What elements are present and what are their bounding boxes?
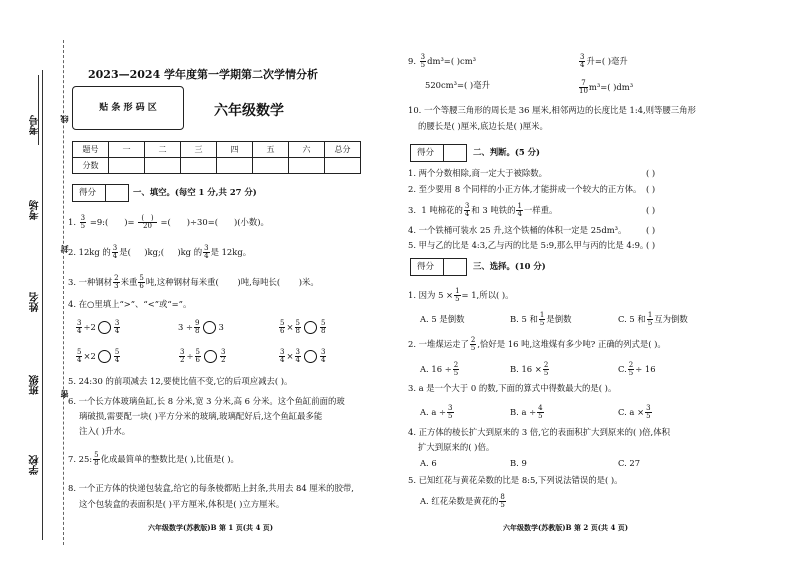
score-row-label: 分数 xyxy=(73,158,109,174)
score-table xyxy=(72,141,361,174)
score-header: 一 xyxy=(109,142,145,158)
label-xuexiao: 学校 xyxy=(30,455,41,475)
q6-line1: 6. 一个长方体玻璃鱼缸,长 8 分米,宽 3 分米,高 6 分米。这个鱼缸前面的玻 xyxy=(68,396,345,406)
q6-line2: 璃破损,需要配一块( )平方分米的玻璃,玻璃配好后,这个鱼缸最多能 xyxy=(79,411,323,421)
q6-line3: 注入( )升水。 xyxy=(79,426,131,436)
answer-circle[interactable] xyxy=(98,321,111,334)
q10-line2: 的腰长是( )厘米,底边长是( )厘米。 xyxy=(418,121,548,131)
answer-circle[interactable] xyxy=(98,350,111,363)
q4-item: $\frac{3}{2}$ ÷ $\frac{5}{6}$ $\frac{3}{2}$ xyxy=(180,348,226,364)
answer-circle[interactable] xyxy=(203,321,216,334)
exam-title: 2023—2024 学年度第一学期第二次学情分析 xyxy=(88,68,319,81)
label-banji: 班级 xyxy=(30,375,41,395)
score-box-label: 得分 xyxy=(411,259,444,275)
judge-5-mark[interactable]: ( ) xyxy=(646,240,656,250)
q4-item: $\frac{5}{4}$ ×2 $\frac{5}{4}$ xyxy=(77,348,120,364)
section1-title: 一、填空。(每空 1 分,共 27 分) xyxy=(133,187,257,197)
judge-4-mark[interactable]: ( ) xyxy=(646,225,656,235)
choice-1-A[interactable]: A. 5 是倒数 xyxy=(420,314,465,324)
choice-3-A[interactable]: A. a ÷ $\frac{3}{5}$ xyxy=(420,404,453,420)
judge-1-mark[interactable]: ( ) xyxy=(646,168,656,178)
barcode-label: 贴 条 形 码 区 xyxy=(99,103,157,113)
section3-score-box xyxy=(410,258,467,276)
answer-circle[interactable] xyxy=(304,350,317,363)
score-cell[interactable] xyxy=(289,158,325,174)
score-box-label: 得分 xyxy=(73,185,106,201)
section2-title: 二、判断。(5 分) xyxy=(473,147,540,157)
page-footer-1: 六年级数学(苏教版)B 第 1 页(共 4 页) xyxy=(148,523,274,532)
q4: 4. 在○里填上“>”、“<”或“=”。 xyxy=(68,299,192,309)
q1: 1. $\frac{3}{5}$ =9:( )= $\frac{( )}{20}$ =( )÷30=( )(小数)。 xyxy=(68,214,269,230)
score-header: 三 xyxy=(181,142,217,158)
score-header: 四 xyxy=(217,142,253,158)
page-footer-2: 六年级数学(苏教版)B 第 2 页(共 4 页) xyxy=(503,523,629,532)
q9-b: $\frac{3}{4}$ 升=( )毫升 xyxy=(580,53,628,69)
subject-title: 六年级数学 xyxy=(214,103,284,119)
q10-line1: 10. 一个等腰三角形的周长是 36 厘米,相邻两边的长度比是 1:4,则等腰三角形 xyxy=(408,105,696,115)
label-kaohao: 考号 xyxy=(30,115,41,135)
choice-3-B[interactable]: B. a ÷ $\frac{4}{5}$ xyxy=(510,404,543,420)
q4-item: 3 ÷ $\frac{9}{8}$ 3 xyxy=(178,319,224,335)
choice-4-line1: 4. 正方体的棱长扩大到原来的 3 倍,它的表面积扩大到原来的( )倍,体积 xyxy=(408,427,670,437)
seal-feng: 封 xyxy=(59,245,69,253)
label-xingming: 姓名 xyxy=(30,292,41,312)
judge-2-mark[interactable]: ( ) xyxy=(646,184,656,194)
section2-score-box xyxy=(410,144,467,162)
choice-3-C[interactable]: C. a × $\frac{3}{5}$ xyxy=(618,404,651,420)
seal-mi: 密 xyxy=(59,390,69,398)
q9-a: 9. $\frac{3}{5}$ dm³=( )cm³ xyxy=(408,53,477,69)
q4-item: $\frac{3}{4}$ × $\frac{3}{4}$ $\frac{3}{4}$ xyxy=(280,348,326,364)
choice-4-A[interactable]: A. 6 xyxy=(420,458,437,468)
label-kaochang: 考场 xyxy=(30,200,41,220)
judge-4: 4. 一个铁桶可装水 25 升,这个铁桶的体积一定是 25dm³。 xyxy=(408,225,627,235)
score-box-label: 得分 xyxy=(411,145,444,161)
q7: 7. 25: $\frac{5}{8}$ 化成最简单的整数比是( ),比值是( )。 xyxy=(68,451,239,467)
choice-5-A[interactable]: A. 红花朵数是黄花的 $\frac{8}{5}$ xyxy=(420,493,505,509)
score-cell[interactable] xyxy=(181,158,217,174)
q8-line1: 8. 一个正方体的快递包装盒,给它的每条棱都贴上封条,共用去 84 厘米的胶带, xyxy=(68,483,354,493)
section1-score-box xyxy=(72,184,129,202)
score-cell[interactable] xyxy=(253,158,289,174)
choice-3: 3. a 是一个大于 0 的数,下面的算式中得数最大的是( )。 xyxy=(408,383,617,393)
score-header: 二 xyxy=(145,142,181,158)
score-cell[interactable] xyxy=(325,158,361,174)
choice-2: 2. 一堆煤运走了 $\frac{2}{5}$ ,恰好是 16 吨,这堆煤有多少吨? 正确的列式是( )。 xyxy=(408,336,666,352)
score-cell[interactable] xyxy=(109,158,145,174)
judge-3: 3. 1 吨棉花的 $\frac{3}{4}$ 和 3 吨铁的 $\frac{1}{4}$ 一样重。 xyxy=(408,202,558,218)
score-header: 题号 xyxy=(73,142,109,158)
answer-circle[interactable] xyxy=(204,350,217,363)
choice-2-A[interactable]: A. 16 ÷ $\frac{2}{5}$ xyxy=(420,361,459,377)
q9-d: $\frac{7}{10}$ m³=( )dm³ xyxy=(579,79,634,95)
student-info-line xyxy=(42,70,43,540)
q4-item: $\frac{5}{6}$ × $\frac{5}{8}$ $\frac{5}{8}$ xyxy=(280,319,326,335)
choice-5: 5. 已知红花与黄花朵数的比是 8:5,下列说法错误的是( )。 xyxy=(408,475,623,485)
answer-circle[interactable] xyxy=(304,321,317,334)
choice-1-C[interactable]: C. 5 和 $\frac{1}{5}$ 互为倒数 xyxy=(618,311,688,327)
q8-line2: 这个包装盒的表面积是( )平方厘米,体积是( )立方厘米。 xyxy=(79,499,285,509)
choice-1-B[interactable]: B. 5 和 $\frac{1}{5}$ 是倒数 xyxy=(510,311,572,327)
q9-c: 520cm³=( )毫升 xyxy=(425,80,490,90)
choice-4-line2: 扩大到原来的( )倍。 xyxy=(418,442,495,452)
score-cell[interactable] xyxy=(145,158,181,174)
score-header: 六 xyxy=(289,142,325,158)
choice-1: 1. 因为 5 × $\frac{1}{5}$ = 1,所以( )。 xyxy=(408,287,514,303)
seal-xian: 线 xyxy=(59,115,69,123)
judge-2: 2. 至少要用 8 个同样的小正方体,才能拼成一个较大的正方体。 xyxy=(408,184,642,194)
section3-title: 三、选择。(10 分) xyxy=(473,261,546,271)
barcode-area xyxy=(72,86,184,130)
choice-4-B[interactable]: B. 9 xyxy=(510,458,527,468)
judge-3-mark[interactable]: ( ) xyxy=(646,205,656,215)
q5: 5. 24:30 的前项减去 12,要使比值不变,它的后项应减去( )。 xyxy=(68,376,293,386)
judge-5: 5. 甲与乙的比是 4:3,乙与丙的比是 5:9,那么甲与丙的比是 4:9。 xyxy=(408,240,649,250)
q4-item: $\frac{3}{4}$ ÷2 $\frac{3}{4}$ xyxy=(77,319,120,335)
q2: 2. 12kg 的 $\frac{3}{4}$ 是( )kg;( )kg 的 $\frac{3}{4}$ 是 12kg。 xyxy=(68,244,252,260)
q3: 3. 一种钢材 $\frac{2}{3}$ 米重 $\frac{5}{6}$ 吨,这种钢材每米重( )吨,每吨长( )米。 xyxy=(68,274,319,290)
kaohao-line xyxy=(38,75,39,145)
judge-1: 1. 两个分数相除,商一定大于被除数。 xyxy=(408,168,547,178)
score-cell[interactable] xyxy=(217,158,253,174)
choice-2-B[interactable]: B. 16 × $\frac{2}{5}$ xyxy=(510,361,549,377)
choice-2-C[interactable]: C. $\frac{2}{5}$ ÷ 16 xyxy=(618,361,656,377)
choice-4-C[interactable]: C. 27 xyxy=(618,458,641,468)
score-header: 五 xyxy=(253,142,289,158)
score-header: 总分 xyxy=(325,142,361,158)
